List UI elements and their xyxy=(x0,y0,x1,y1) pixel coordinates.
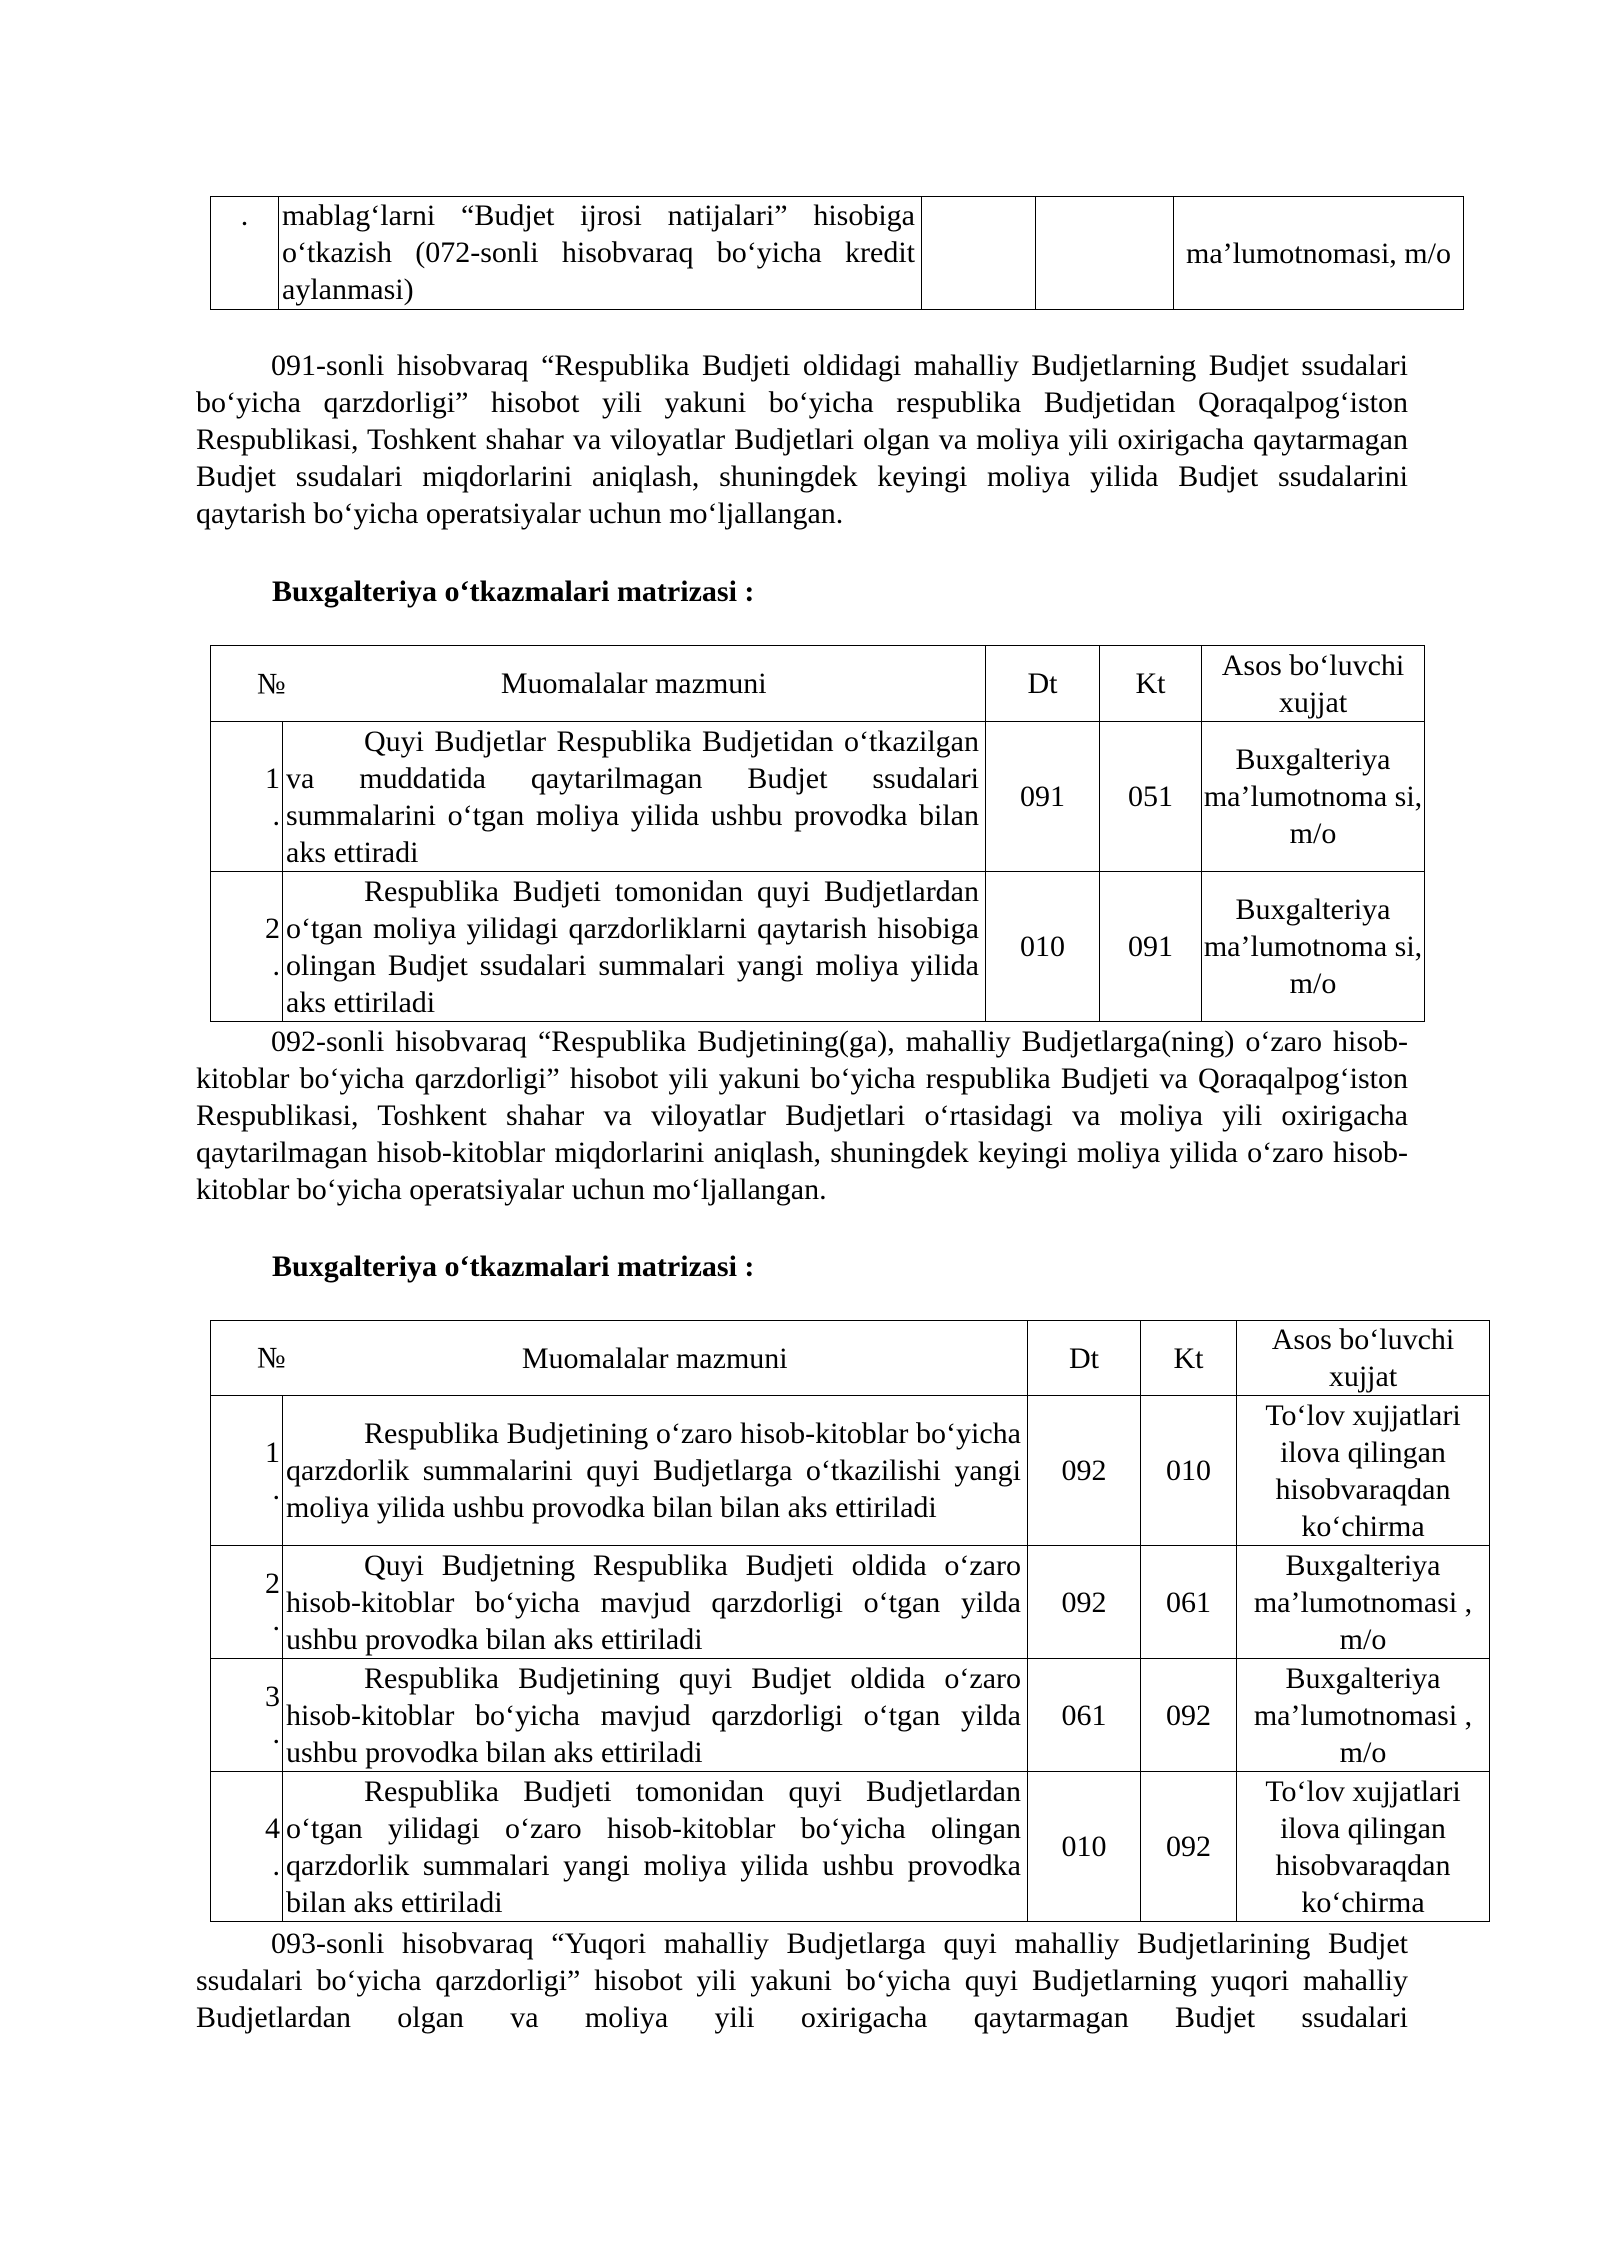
column-header-kt: Kt xyxy=(1100,646,1202,722)
row-content: Respublika Budjetining quyi Budjet oldida o‘zaro hisob-kitoblar bo‘yicha mavjud qarzdorligi o‘tgan yilda ushbu provodka bilan aks ettiriladi xyxy=(283,1659,1028,1772)
section-heading-1: Buxgalteriya o‘tkazmalari matrizasi : xyxy=(272,575,755,608)
row-document: Buxgalteriya ma’lumotnomasi , m/o xyxy=(1237,1659,1490,1772)
row-dt: 092 xyxy=(1028,1396,1141,1546)
section-heading-2: Buxgalteriya o‘tkazmalari matrizasi : xyxy=(272,1250,755,1283)
row-content: Quyi Budjetning Respublika Budjeti oldida o‘zaro hisob-kitoblar bo‘yicha mavjud qarzdorligi o‘tgan yilda ushbu provodka bilan aks ettiriladi xyxy=(283,1546,1028,1659)
row-dt: 092 xyxy=(1028,1546,1141,1659)
row-kt: 010 xyxy=(1141,1396,1237,1546)
column-header-number: № xyxy=(211,1321,283,1396)
entries-matrix-table-2 xyxy=(210,1320,1490,1922)
row-document: To‘lov xujjatlari ilova qilingan hisobvaraqdan ko‘chirma xyxy=(1237,1396,1490,1546)
table-row xyxy=(211,1659,1490,1772)
row-document: Buxgalteriya ma’lumotnoma si, m/o xyxy=(1202,872,1425,1022)
row-content: Quyi Budjetlar Respublika Budjetidan o‘tkazilgan va muddatida qaytarilmagan Budjet ssudalari summalarini o‘tgan moliya yilida ushbu provodka bilan aks ettiradi xyxy=(283,722,986,872)
row-kt: 092 xyxy=(1141,1659,1237,1772)
row-content: Respublika Budjetining o‘zaro hisob-kitoblar bo‘yicha qarzdorlik summalarini quyi Budjetlarga o‘tkazilishi yangi moliya yilida ushbu provodka bilan bilan aks ettiriladi xyxy=(283,1396,1028,1546)
entries-matrix-table-1 xyxy=(210,645,1425,1022)
row-kt: 092 xyxy=(1141,1772,1237,1922)
row-number: 3 . xyxy=(211,1659,283,1772)
row-number: 1 . xyxy=(211,722,283,872)
row-document: Buxgalteriya ma’lumotnomasi , m/o xyxy=(1237,1546,1490,1659)
row-number: 4 . xyxy=(211,1772,283,1922)
column-header-dt: Dt xyxy=(986,646,1100,722)
table-row xyxy=(211,722,1425,872)
continuation-table xyxy=(210,196,1464,310)
row-dt: 091 xyxy=(986,722,1100,872)
row-document: ma’lumotnomasi, m/o xyxy=(1174,197,1464,310)
column-header-dt: Dt xyxy=(1028,1321,1141,1396)
row-content: Respublika Budjeti tomonidan quyi Budjetlardan o‘tgan moliya yilidagi qarzdorliklarni qaytarish hisobiga olingan Budjet ssudalari summalari yangi moliya yilida aks ettiriladi xyxy=(283,872,986,1022)
table-row xyxy=(211,1772,1490,1922)
row-document: Buxgalteriya ma’lumotnoma si, m/o xyxy=(1202,722,1425,872)
row-kt xyxy=(1036,197,1174,310)
row-dt: 010 xyxy=(1028,1772,1141,1922)
row-kt: 061 xyxy=(1141,1546,1237,1659)
table-row xyxy=(211,197,1464,310)
row-number: . xyxy=(211,197,279,310)
table-header-row xyxy=(211,1321,1490,1396)
row-content: Respublika Budjeti tomonidan quyi Budjetlardan o‘tgan yilidagi o‘zaro hisob-kitoblar bo‘yicha olingan qarzdorlik summalari yangi moliya yilida ushbu provodka bilan aks ettiriladi xyxy=(283,1772,1028,1922)
row-content: mablag‘larni “Budjet ijrosi natijalari” hisobiga o‘tkazish (072-sonli hisobvaraq bo‘yicha kredit aylanmasi) xyxy=(279,197,922,310)
row-dt: 010 xyxy=(986,872,1100,1022)
row-kt: 091 xyxy=(1100,872,1202,1022)
table-row xyxy=(211,1396,1490,1546)
row-number: 2 . xyxy=(211,872,283,1022)
column-header-content: Muomalalar mazmuni xyxy=(283,1321,1028,1396)
table-row xyxy=(211,872,1425,1022)
row-number: 1 . xyxy=(211,1396,283,1546)
column-header-document: Asos bo‘luvchi xujjat xyxy=(1202,646,1425,722)
paragraph-091: 091-sonli hisobvaraq “Respublika Budjeti oldidagi mahalliy Budjetlarning Budjet ssudalari bo‘yicha qarzdorligi” hisobot yili yakuni bo‘yicha respublika Budjetidan Qoraqalpog‘iston Respublikasi, Toshkent shahar va viloyatlar Budjetlari olgan va moliya yili oxirigacha qaytarmagan Budjet ssudalari miqdorlarini aniqlash, shuningdek keyingi moliya yilida Budjet ssudalarini qaytarish bo‘yicha operatsiyalar uchun mo‘ljallangan. xyxy=(196,349,1408,530)
table-header-row xyxy=(211,646,1425,722)
row-dt xyxy=(922,197,1036,310)
column-header-document: Asos bo‘luvchi xujjat xyxy=(1237,1321,1490,1396)
column-header-content: Muomalalar mazmuni xyxy=(283,646,986,722)
column-header-number: № xyxy=(211,646,283,722)
table-row xyxy=(211,1546,1490,1659)
row-kt: 051 xyxy=(1100,722,1202,872)
row-dt: 061 xyxy=(1028,1659,1141,1772)
paragraph-092: 092-sonli hisobvaraq “Respublika Budjetining(ga), mahalliy Budjetlarga(ning) o‘zaro hisob-kitoblar bo‘yicha qarzdorligi” hisobot yili yakuni bo‘yicha respublika Budjeti va Qoraqalpog‘iston Respublikasi, Toshkent shahar va viloyatlar Budjetlari o‘rtasidagi va moliya yili oxirigacha qaytarilmagan hisob-kitoblar miqdorlarini aniqlash, shuningdek keyingi moliya yilida o‘zaro hisob-kitoblar bo‘yicha operatsiyalar uchun mo‘ljallangan. xyxy=(196,1025,1408,1206)
column-header-kt: Kt xyxy=(1141,1321,1237,1396)
row-document: To‘lov xujjatlari ilova qilingan hisobvaraqdan ko‘chirma xyxy=(1237,1772,1490,1922)
paragraph-093: 093-sonli hisobvaraq “Yuqori mahalliy Budjetlarga quyi mahalliy Budjetlarining Budjet ssudalari bo‘yicha qarzdorligi” hisobot yili yakuni bo‘yicha quyi Budjetlarning yuqori mahalliy Budjetlardan olgan va moliya yili oxirigacha qaytarmagan Budjet ssudalari xyxy=(196,1927,1408,2034)
row-number: 2 . xyxy=(211,1546,283,1659)
